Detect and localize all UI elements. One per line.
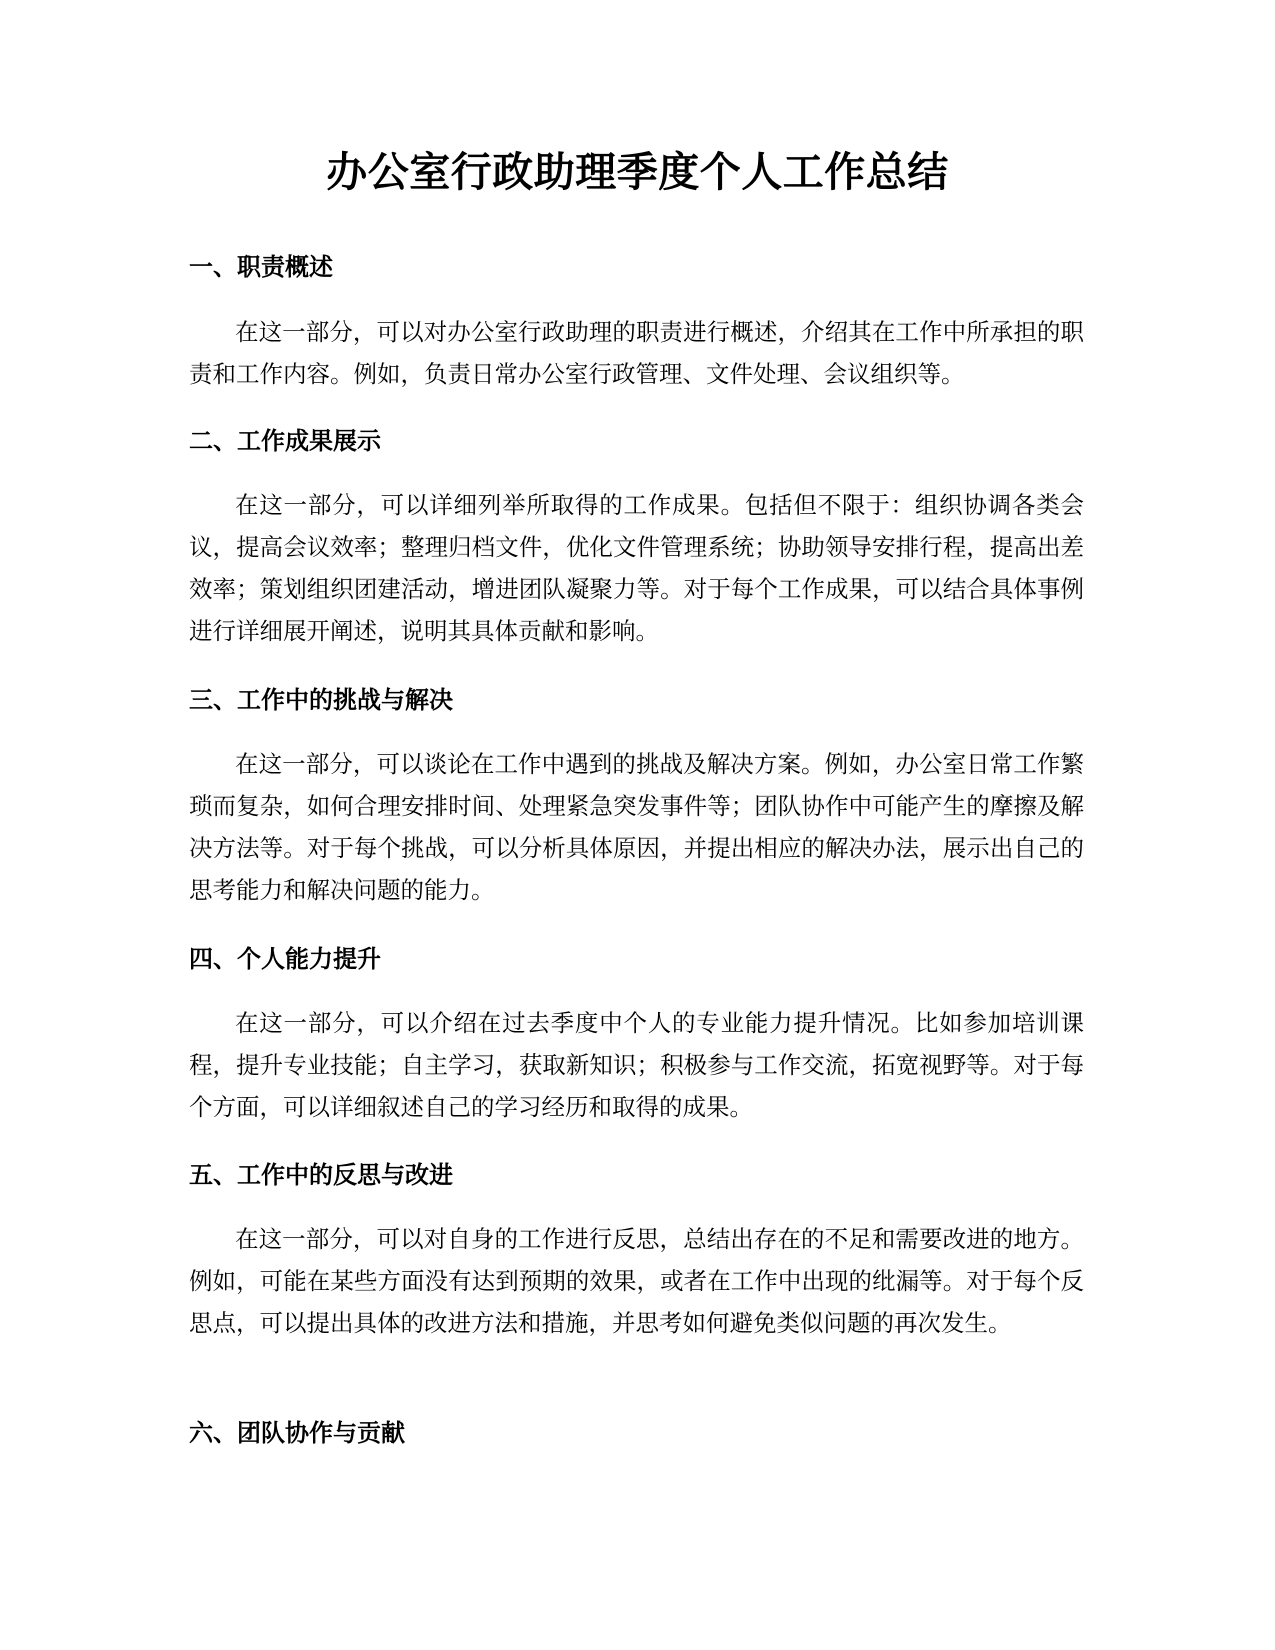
section-heading-reflection: 五、工作中的反思与改进 bbox=[189, 1161, 453, 1189]
section-body-work-results: 在这一部分，可以详细列举所取得的工作成果。包括但不限于：组织协调各类会议，提高会议效率；整理归档文件，优化文件管理系统；协助领导安排行程，提高出差效率；策划组织团建活动，增进团队凝聚力等。对于每个工作成果，可以结合具体事例进行详细展开阐述，说明其具体贡献和影响。 bbox=[189, 491, 1084, 645]
section-body-challenges: 在这一部分，可以谈论在工作中遇到的挑战及解决方案。例如，办公室日常工作繁琐而复杂，如何合理安排时间、处理紧急突发事件等；团队协作中可能产生的摩擦及解决方法等。对于每个挑战，可以分析具体原因，并提出相应的解决办法，展示出自己的思考能力和解决问题的能力。 bbox=[189, 750, 1084, 904]
section-body-skill-growth: 在这一部分，可以介绍在过去季度中个人的专业能力提升情况。比如参加培训课程，提升专业技能；自主学习，获取新知识；积极参与工作交流，拓宽视野等。对于每个方面，可以详细叙述自己的学习经历和取得的成果。 bbox=[189, 1009, 1084, 1121]
section-heading-skill-growth: 四、个人能力提升 bbox=[189, 945, 381, 973]
document-title: 办公室行政助理季度个人工作总结 bbox=[326, 148, 949, 196]
section-heading-work-results: 二、工作成果展示 bbox=[189, 427, 381, 455]
section-body-reflection: 在这一部分，可以对自身的工作进行反思，总结出存在的不足和需要改进的地方。例如，可能在某些方面没有达到预期的效果，或者在工作中出现的纰漏等。对于每个反思点，可以提出具体的改进方法和措施，并思考如何避免类似问题的再次发生。 bbox=[189, 1225, 1084, 1337]
section-heading-challenges: 三、工作中的挑战与解决 bbox=[189, 686, 453, 714]
section-heading-duties-overview: 一、职责概述 bbox=[189, 253, 333, 281]
section-body-duties-overview: 在这一部分，可以对办公室行政助理的职责进行概述，介绍其在工作中所承担的职责和工作内容。例如，负责日常办公室行政管理、文件处理、会议组织等。 bbox=[189, 318, 1084, 388]
section-heading-teamwork: 六、团队协作与贡献 bbox=[189, 1419, 405, 1447]
